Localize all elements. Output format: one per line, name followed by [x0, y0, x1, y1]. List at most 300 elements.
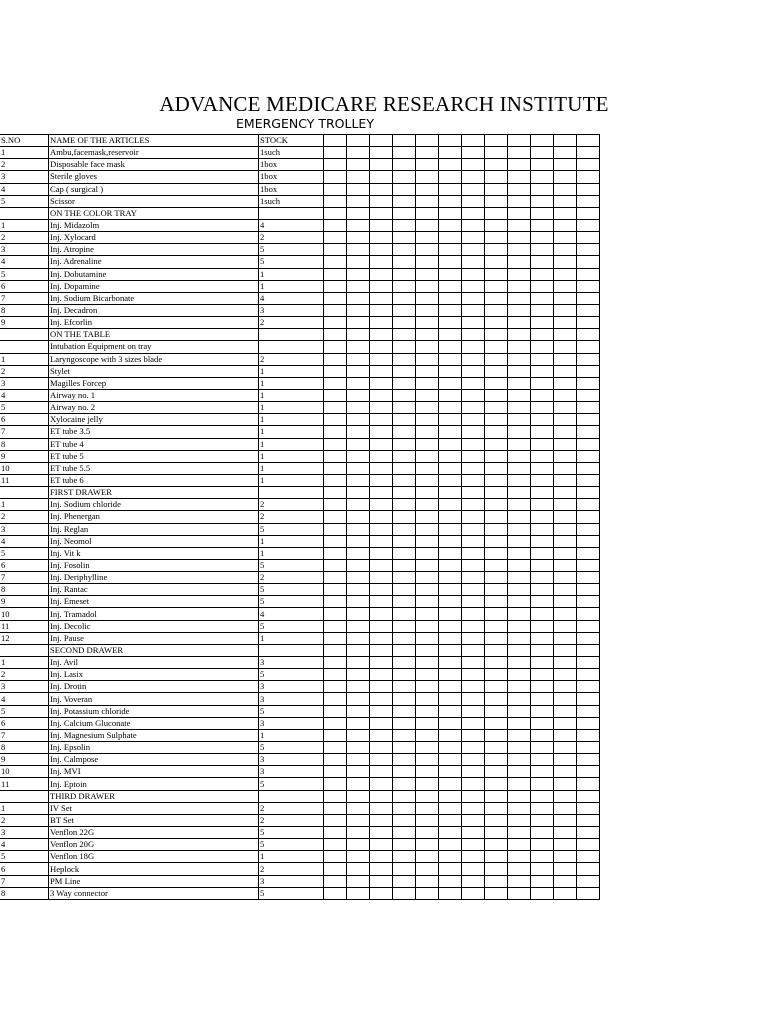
- check-cell[interactable]: [485, 377, 508, 389]
- check-cell[interactable]: [370, 657, 393, 669]
- check-cell[interactable]: [370, 584, 393, 596]
- check-cell[interactable]: [531, 414, 554, 426]
- check-cell[interactable]: [531, 729, 554, 741]
- check-cell[interactable]: [462, 693, 485, 705]
- check-cell[interactable]: [370, 377, 393, 389]
- check-cell[interactable]: [416, 353, 439, 365]
- check-cell[interactable]: [393, 280, 416, 292]
- check-cell[interactable]: [531, 620, 554, 632]
- check-cell[interactable]: [393, 304, 416, 316]
- check-cell[interactable]: [508, 147, 531, 159]
- check-cell[interactable]: [439, 596, 462, 608]
- check-cell[interactable]: [393, 693, 416, 705]
- check-cell[interactable]: [439, 389, 462, 401]
- check-cell[interactable]: [324, 766, 347, 778]
- check-cell[interactable]: [347, 584, 370, 596]
- check-cell[interactable]: [393, 596, 416, 608]
- check-cell[interactable]: [577, 389, 600, 401]
- check-cell[interactable]: [462, 827, 485, 839]
- check-cell[interactable]: [370, 717, 393, 729]
- check-cell[interactable]: [462, 389, 485, 401]
- check-cell[interactable]: [347, 341, 370, 353]
- check-cell[interactable]: [577, 402, 600, 414]
- check-cell[interactable]: [347, 499, 370, 511]
- check-cell[interactable]: [416, 705, 439, 717]
- check-cell[interactable]: [577, 790, 600, 802]
- check-cell[interactable]: [554, 511, 577, 523]
- check-cell[interactable]: [554, 754, 577, 766]
- check-cell[interactable]: [462, 802, 485, 814]
- check-cell[interactable]: [439, 462, 462, 474]
- check-cell[interactable]: [393, 207, 416, 219]
- check-cell[interactable]: [324, 341, 347, 353]
- check-cell[interactable]: [324, 729, 347, 741]
- check-cell[interactable]: [416, 657, 439, 669]
- check-cell[interactable]: [347, 487, 370, 499]
- check-cell[interactable]: [347, 365, 370, 377]
- check-cell[interactable]: [393, 292, 416, 304]
- check-cell[interactable]: [485, 219, 508, 231]
- check-cell[interactable]: [324, 887, 347, 899]
- check-cell[interactable]: [462, 474, 485, 486]
- check-cell[interactable]: [347, 377, 370, 389]
- check-cell[interactable]: [554, 705, 577, 717]
- check-cell[interactable]: [577, 887, 600, 899]
- header-blank-cell[interactable]: [577, 135, 600, 147]
- check-cell[interactable]: [324, 329, 347, 341]
- check-cell[interactable]: [324, 827, 347, 839]
- check-cell[interactable]: [370, 766, 393, 778]
- check-cell[interactable]: [485, 657, 508, 669]
- check-cell[interactable]: [554, 474, 577, 486]
- check-cell[interactable]: [416, 426, 439, 438]
- check-cell[interactable]: [577, 584, 600, 596]
- check-cell[interactable]: [347, 317, 370, 329]
- check-cell[interactable]: [554, 839, 577, 851]
- header-blank-cell[interactable]: [554, 135, 577, 147]
- check-cell[interactable]: [324, 195, 347, 207]
- check-cell[interactable]: [531, 292, 554, 304]
- check-cell[interactable]: [393, 171, 416, 183]
- check-cell[interactable]: [531, 669, 554, 681]
- check-cell[interactable]: [347, 632, 370, 644]
- check-cell[interactable]: [531, 705, 554, 717]
- check-cell[interactable]: [439, 232, 462, 244]
- check-cell[interactable]: [577, 523, 600, 535]
- check-cell[interactable]: [370, 365, 393, 377]
- check-cell[interactable]: [347, 414, 370, 426]
- check-cell[interactable]: [439, 535, 462, 547]
- check-cell[interactable]: [416, 584, 439, 596]
- check-cell[interactable]: [370, 414, 393, 426]
- check-cell[interactable]: [485, 742, 508, 754]
- check-cell[interactable]: [554, 644, 577, 656]
- check-cell[interactable]: [531, 232, 554, 244]
- check-cell[interactable]: [370, 754, 393, 766]
- check-cell[interactable]: [347, 766, 370, 778]
- check-cell[interactable]: [508, 851, 531, 863]
- check-cell[interactable]: [462, 147, 485, 159]
- check-cell[interactable]: [485, 729, 508, 741]
- check-cell[interactable]: [577, 814, 600, 826]
- check-cell[interactable]: [554, 377, 577, 389]
- check-cell[interactable]: [508, 547, 531, 559]
- check-cell[interactable]: [324, 171, 347, 183]
- check-cell[interactable]: [439, 802, 462, 814]
- check-cell[interactable]: [485, 827, 508, 839]
- check-cell[interactable]: [554, 535, 577, 547]
- check-cell[interactable]: [485, 632, 508, 644]
- check-cell[interactable]: [324, 183, 347, 195]
- check-cell[interactable]: [439, 863, 462, 875]
- check-cell[interactable]: [485, 851, 508, 863]
- check-cell[interactable]: [508, 195, 531, 207]
- check-cell[interactable]: [531, 742, 554, 754]
- check-cell[interactable]: [416, 644, 439, 656]
- check-cell[interactable]: [531, 219, 554, 231]
- check-cell[interactable]: [324, 632, 347, 644]
- check-cell[interactable]: [393, 195, 416, 207]
- check-cell[interactable]: [393, 426, 416, 438]
- check-cell[interactable]: [554, 207, 577, 219]
- check-cell[interactable]: [508, 280, 531, 292]
- check-cell[interactable]: [577, 511, 600, 523]
- check-cell[interactable]: [439, 887, 462, 899]
- check-cell[interactable]: [439, 669, 462, 681]
- check-cell[interactable]: [462, 851, 485, 863]
- check-cell[interactable]: [485, 159, 508, 171]
- check-cell[interactable]: [416, 341, 439, 353]
- check-cell[interactable]: [416, 596, 439, 608]
- check-cell[interactable]: [416, 304, 439, 316]
- check-cell[interactable]: [531, 171, 554, 183]
- check-cell[interactable]: [508, 754, 531, 766]
- check-cell[interactable]: [347, 644, 370, 656]
- check-cell[interactable]: [416, 450, 439, 462]
- check-cell[interactable]: [531, 268, 554, 280]
- check-cell[interactable]: [462, 596, 485, 608]
- check-cell[interactable]: [554, 827, 577, 839]
- check-cell[interactable]: [324, 523, 347, 535]
- check-cell[interactable]: [439, 414, 462, 426]
- check-cell[interactable]: [531, 256, 554, 268]
- check-cell[interactable]: [370, 195, 393, 207]
- check-cell[interactable]: [370, 863, 393, 875]
- check-cell[interactable]: [324, 268, 347, 280]
- check-cell[interactable]: [370, 462, 393, 474]
- check-cell[interactable]: [577, 657, 600, 669]
- check-cell[interactable]: [416, 232, 439, 244]
- check-cell[interactable]: [324, 584, 347, 596]
- check-cell[interactable]: [324, 742, 347, 754]
- check-cell[interactable]: [370, 559, 393, 571]
- check-cell[interactable]: [393, 729, 416, 741]
- check-cell[interactable]: [577, 256, 600, 268]
- check-cell[interactable]: [485, 523, 508, 535]
- check-cell[interactable]: [554, 232, 577, 244]
- check-cell[interactable]: [347, 171, 370, 183]
- check-cell[interactable]: [554, 693, 577, 705]
- check-cell[interactable]: [347, 304, 370, 316]
- check-cell[interactable]: [577, 365, 600, 377]
- check-cell[interactable]: [485, 292, 508, 304]
- check-cell[interactable]: [416, 414, 439, 426]
- check-cell[interactable]: [554, 256, 577, 268]
- check-cell[interactable]: [508, 572, 531, 584]
- check-cell[interactable]: [554, 608, 577, 620]
- check-cell[interactable]: [439, 195, 462, 207]
- check-cell[interactable]: [370, 875, 393, 887]
- check-cell[interactable]: [439, 814, 462, 826]
- check-cell[interactable]: [485, 535, 508, 547]
- check-cell[interactable]: [439, 620, 462, 632]
- check-cell[interactable]: [485, 341, 508, 353]
- check-cell[interactable]: [439, 511, 462, 523]
- check-cell[interactable]: [508, 608, 531, 620]
- check-cell[interactable]: [416, 827, 439, 839]
- check-cell[interactable]: [462, 742, 485, 754]
- check-cell[interactable]: [485, 402, 508, 414]
- check-cell[interactable]: [324, 620, 347, 632]
- check-cell[interactable]: [416, 693, 439, 705]
- check-cell[interactable]: [554, 523, 577, 535]
- check-cell[interactable]: [462, 790, 485, 802]
- check-cell[interactable]: [439, 875, 462, 887]
- check-cell[interactable]: [439, 219, 462, 231]
- check-cell[interactable]: [347, 596, 370, 608]
- check-cell[interactable]: [531, 159, 554, 171]
- check-cell[interactable]: [531, 766, 554, 778]
- check-cell[interactable]: [416, 851, 439, 863]
- check-cell[interactable]: [462, 304, 485, 316]
- check-cell[interactable]: [462, 292, 485, 304]
- check-cell[interactable]: [439, 644, 462, 656]
- check-cell[interactable]: [554, 389, 577, 401]
- check-cell[interactable]: [577, 827, 600, 839]
- check-cell[interactable]: [393, 802, 416, 814]
- check-cell[interactable]: [462, 632, 485, 644]
- check-cell[interactable]: [393, 863, 416, 875]
- check-cell[interactable]: [393, 754, 416, 766]
- check-cell[interactable]: [531, 596, 554, 608]
- check-cell[interactable]: [393, 778, 416, 790]
- check-cell[interactable]: [393, 620, 416, 632]
- check-cell[interactable]: [485, 256, 508, 268]
- check-cell[interactable]: [347, 195, 370, 207]
- check-cell[interactable]: [439, 317, 462, 329]
- check-cell[interactable]: [462, 353, 485, 365]
- check-cell[interactable]: [531, 462, 554, 474]
- check-cell[interactable]: [531, 875, 554, 887]
- check-cell[interactable]: [462, 414, 485, 426]
- check-cell[interactable]: [508, 499, 531, 511]
- check-cell[interactable]: [416, 790, 439, 802]
- check-cell[interactable]: [508, 438, 531, 450]
- check-cell[interactable]: [324, 705, 347, 717]
- check-cell[interactable]: [462, 365, 485, 377]
- check-cell[interactable]: [347, 790, 370, 802]
- check-cell[interactable]: [462, 863, 485, 875]
- check-cell[interactable]: [554, 802, 577, 814]
- check-cell[interactable]: [577, 875, 600, 887]
- check-cell[interactable]: [416, 402, 439, 414]
- check-cell[interactable]: [554, 171, 577, 183]
- check-cell[interactable]: [370, 268, 393, 280]
- check-cell[interactable]: [370, 729, 393, 741]
- check-cell[interactable]: [508, 742, 531, 754]
- check-cell[interactable]: [485, 669, 508, 681]
- check-cell[interactable]: [485, 426, 508, 438]
- check-cell[interactable]: [370, 632, 393, 644]
- check-cell[interactable]: [439, 693, 462, 705]
- check-cell[interactable]: [462, 317, 485, 329]
- check-cell[interactable]: [462, 159, 485, 171]
- check-cell[interactable]: [531, 499, 554, 511]
- check-cell[interactable]: [554, 778, 577, 790]
- check-cell[interactable]: [347, 608, 370, 620]
- check-cell[interactable]: [393, 523, 416, 535]
- check-cell[interactable]: [324, 474, 347, 486]
- check-cell[interactable]: [577, 632, 600, 644]
- check-cell[interactable]: [370, 887, 393, 899]
- check-cell[interactable]: [554, 147, 577, 159]
- check-cell[interactable]: [370, 644, 393, 656]
- check-cell[interactable]: [508, 705, 531, 717]
- check-cell[interactable]: [393, 839, 416, 851]
- check-cell[interactable]: [577, 353, 600, 365]
- check-cell[interactable]: [531, 402, 554, 414]
- check-cell[interactable]: [393, 717, 416, 729]
- check-cell[interactable]: [439, 171, 462, 183]
- check-cell[interactable]: [577, 304, 600, 316]
- check-cell[interactable]: [324, 304, 347, 316]
- header-blank-cell[interactable]: [531, 135, 554, 147]
- check-cell[interactable]: [416, 499, 439, 511]
- check-cell[interactable]: [416, 802, 439, 814]
- check-cell[interactable]: [554, 353, 577, 365]
- check-cell[interactable]: [462, 244, 485, 256]
- check-cell[interactable]: [370, 535, 393, 547]
- check-cell[interactable]: [462, 462, 485, 474]
- check-cell[interactable]: [393, 851, 416, 863]
- check-cell[interactable]: [485, 389, 508, 401]
- check-cell[interactable]: [439, 572, 462, 584]
- check-cell[interactable]: [531, 474, 554, 486]
- check-cell[interactable]: [416, 511, 439, 523]
- check-cell[interactable]: [324, 535, 347, 547]
- check-cell[interactable]: [577, 438, 600, 450]
- check-cell[interactable]: [324, 377, 347, 389]
- check-cell[interactable]: [347, 620, 370, 632]
- check-cell[interactable]: [393, 414, 416, 426]
- check-cell[interactable]: [439, 681, 462, 693]
- check-cell[interactable]: [370, 705, 393, 717]
- check-cell[interactable]: [347, 232, 370, 244]
- check-cell[interactable]: [347, 693, 370, 705]
- check-cell[interactable]: [508, 523, 531, 535]
- check-cell[interactable]: [531, 487, 554, 499]
- check-cell[interactable]: [485, 329, 508, 341]
- check-cell[interactable]: [554, 341, 577, 353]
- check-cell[interactable]: [347, 535, 370, 547]
- check-cell[interactable]: [554, 669, 577, 681]
- check-cell[interactable]: [531, 547, 554, 559]
- check-cell[interactable]: [324, 778, 347, 790]
- check-cell[interactable]: [531, 365, 554, 377]
- check-cell[interactable]: [508, 474, 531, 486]
- check-cell[interactable]: [416, 620, 439, 632]
- check-cell[interactable]: [324, 207, 347, 219]
- check-cell[interactable]: [324, 511, 347, 523]
- check-cell[interactable]: [508, 329, 531, 341]
- check-cell[interactable]: [370, 450, 393, 462]
- check-cell[interactable]: [531, 863, 554, 875]
- check-cell[interactable]: [393, 365, 416, 377]
- check-cell[interactable]: [370, 159, 393, 171]
- check-cell[interactable]: [508, 244, 531, 256]
- check-cell[interactable]: [462, 377, 485, 389]
- check-cell[interactable]: [439, 754, 462, 766]
- check-cell[interactable]: [508, 875, 531, 887]
- check-cell[interactable]: [485, 147, 508, 159]
- check-cell[interactable]: [462, 341, 485, 353]
- check-cell[interactable]: [347, 729, 370, 741]
- check-cell[interactable]: [577, 232, 600, 244]
- check-cell[interactable]: [554, 195, 577, 207]
- header-blank-cell[interactable]: [324, 135, 347, 147]
- check-cell[interactable]: [416, 292, 439, 304]
- check-cell[interactable]: [577, 474, 600, 486]
- check-cell[interactable]: [347, 329, 370, 341]
- check-cell[interactable]: [347, 814, 370, 826]
- check-cell[interactable]: [393, 219, 416, 231]
- check-cell[interactable]: [416, 632, 439, 644]
- check-cell[interactable]: [485, 474, 508, 486]
- check-cell[interactable]: [531, 657, 554, 669]
- check-cell[interactable]: [370, 778, 393, 790]
- check-cell[interactable]: [485, 317, 508, 329]
- check-cell[interactable]: [324, 389, 347, 401]
- check-cell[interactable]: [485, 839, 508, 851]
- check-cell[interactable]: [393, 584, 416, 596]
- check-cell[interactable]: [577, 644, 600, 656]
- check-cell[interactable]: [508, 657, 531, 669]
- check-cell[interactable]: [324, 426, 347, 438]
- check-cell[interactable]: [324, 596, 347, 608]
- check-cell[interactable]: [485, 790, 508, 802]
- check-cell[interactable]: [393, 147, 416, 159]
- check-cell[interactable]: [462, 280, 485, 292]
- check-cell[interactable]: [393, 183, 416, 195]
- check-cell[interactable]: [416, 207, 439, 219]
- check-cell[interactable]: [439, 523, 462, 535]
- check-cell[interactable]: [324, 644, 347, 656]
- check-cell[interactable]: [324, 353, 347, 365]
- check-cell[interactable]: [485, 681, 508, 693]
- check-cell[interactable]: [577, 219, 600, 231]
- check-cell[interactable]: [531, 681, 554, 693]
- check-cell[interactable]: [531, 523, 554, 535]
- check-cell[interactable]: [370, 547, 393, 559]
- check-cell[interactable]: [393, 353, 416, 365]
- check-cell[interactable]: [370, 596, 393, 608]
- check-cell[interactable]: [462, 329, 485, 341]
- check-cell[interactable]: [370, 292, 393, 304]
- check-cell[interactable]: [485, 620, 508, 632]
- check-cell[interactable]: [577, 171, 600, 183]
- check-cell[interactable]: [370, 171, 393, 183]
- check-cell[interactable]: [554, 790, 577, 802]
